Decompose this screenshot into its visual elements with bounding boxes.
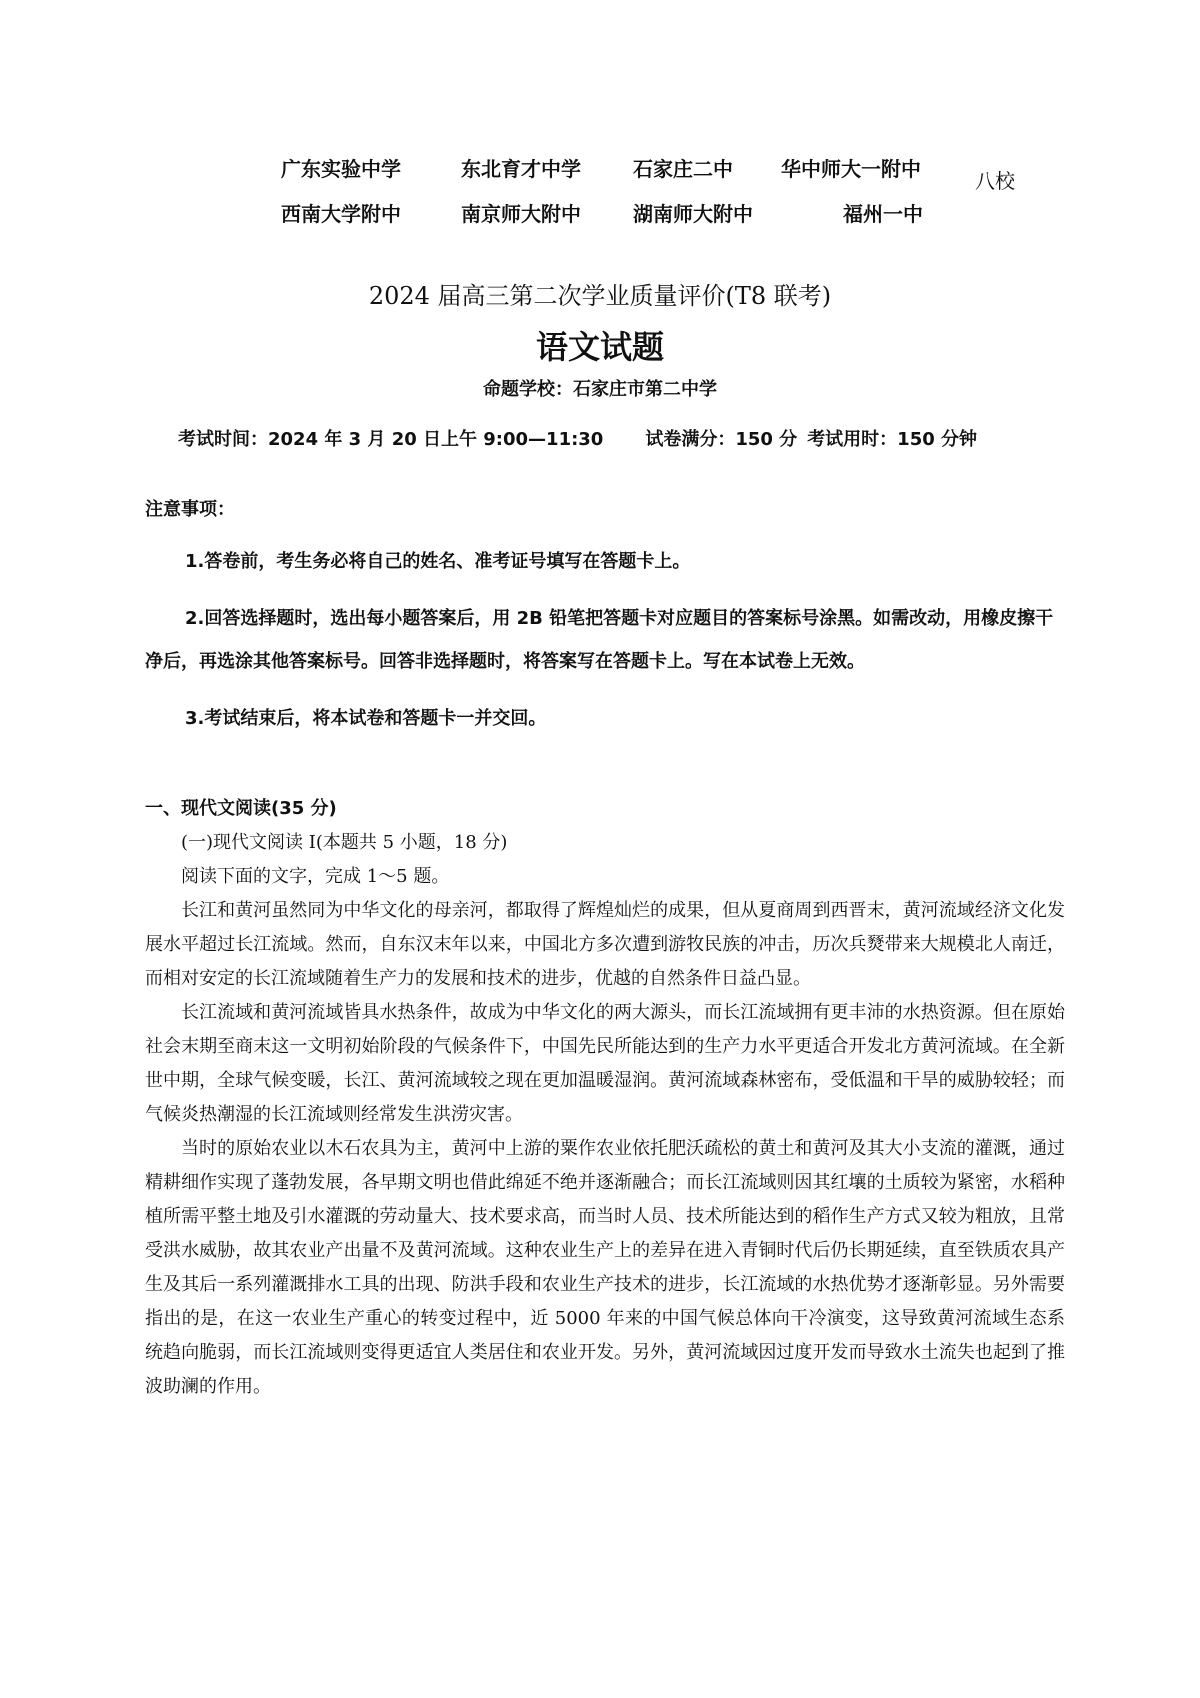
exam-duration: 考试用时：150 分钟	[807, 429, 978, 450]
passage-paragraph: 长江流域和黄河流域皆具水热条件，故成为中华文化的两大源头，而长江流域拥有更丰沛的水热资源。但在原始社会末期至商末这一文明初始阶段的气候条件下，中国先民所能达到的生产力水平更适合开发北方黄河流域。在全新世中期，全球气候变暖，长江、黄河流域较之现在更加温暖湿润。黄河流域森林密布，受低温和干旱的威胁较轻；而气候炎热潮湿的长江流域则经常发生洪涝灾害。	[145, 1002, 1065, 1125]
exam-time: 考试时间：2024 年 3 月 20 日上午 9:00—11:30	[178, 429, 604, 450]
exam-info-line	[178, 425, 977, 451]
school-name: 华中师大一附中	[781, 157, 921, 181]
school-name: 湖南师大附中	[633, 202, 753, 226]
reading-instruction: 阅读下面的文字，完成 1～5 题。	[181, 866, 450, 887]
school-name: 广东实验中学	[281, 157, 401, 181]
school-group-label: 八校	[975, 169, 1015, 193]
passage-paragraph: 长江和黄河虽然同为中华文化的母亲河，都取得了辉煌灿烂的成果，但从夏商周到西晋末，黄河流域经济文化发展水平超过长江流域。然而，自东汉末年以来，中国北方多次遭到游牧民族的冲击，历次兵燹带来大规模北人南迁，而相对安定的长江流域随着生产力的发展和技术的进步，优越的自然条件日益凸显。	[145, 900, 1065, 989]
school-name: 福州一中	[843, 202, 923, 226]
note-item: 3.考试结束后，将本试卷和答题卡一并交回。	[185, 708, 547, 729]
subject-title: 语文试题	[535, 328, 664, 366]
full-score: 试卷满分：150 分	[645, 429, 798, 450]
reading-section	[145, 792, 1065, 1404]
passage-paragraph: 当时的原始农业以木石农具为主，黄河中上游的粟作农业依托肥沃疏松的黄土和黄河及其大小支流的灌溉，通过精耕细作实现了蓬勃发展，各早期文明也借此绵延不绝并逐渐融合；而长江流域则因其红壤的土质较为紧密，水稻种植所需平整土地及引水灌溉的劳动量大、技术要求高，而当时人员、技术所能达到的稻作生产方式又较为粗放，且常受洪水威胁，故其农业产出量不及黄河流域。这种农业生产上的差异在进入青铜时代后仍长期延续，直至铁质农具产生及其后一系列灌溉排水工具的出现、防洪手段和农业生产技术的进步，长江流域的水热优势才逐渐彰显。另外需要指出的是，在这一农业生产重心的转变过程中，近 5000 年来的中国气候总体向干冷演变，这导致黄河流域生态系统趋向脆弱，而长江流域则变得更适宜人类居住和农业开发。另外，黄河流域因过度开发而导致水土流失也起到了推波助澜的作用。	[145, 1138, 1065, 1397]
note-item: 1.答卷前，考生务必将自己的姓名、准考证号填写在答题卡上。	[185, 551, 691, 572]
subsection-heading: (一)现代文阅读 I(本题共 5 小题，18 分)	[181, 832, 508, 853]
school-name: 东北育才中学	[461, 157, 581, 181]
exam-title: 2024 届高三第二次学业质量评价(T8 联考)	[368, 282, 832, 310]
notes-block	[145, 494, 1065, 754]
note-item: 2.回答选择题时，选出每小题答案后，用 2B 铅笔把答题卡对应题目的答案标号涂黑。如需改动，用橡皮擦干净后，再选涂其他答案标号。回答非选择题时，将答案写在答题卡上。写在本试卷上无效。	[145, 608, 1054, 672]
section-heading: 一、现代文阅读(35 分)	[145, 798, 337, 819]
school-name: 西南大学附中	[281, 202, 401, 226]
setter-school: 命题学校：石家庄市第二中学	[483, 379, 717, 400]
notes-heading: 注意事项：	[145, 499, 235, 520]
school-name: 南京师大附中	[461, 202, 581, 226]
school-name: 石家庄二中	[633, 157, 733, 181]
